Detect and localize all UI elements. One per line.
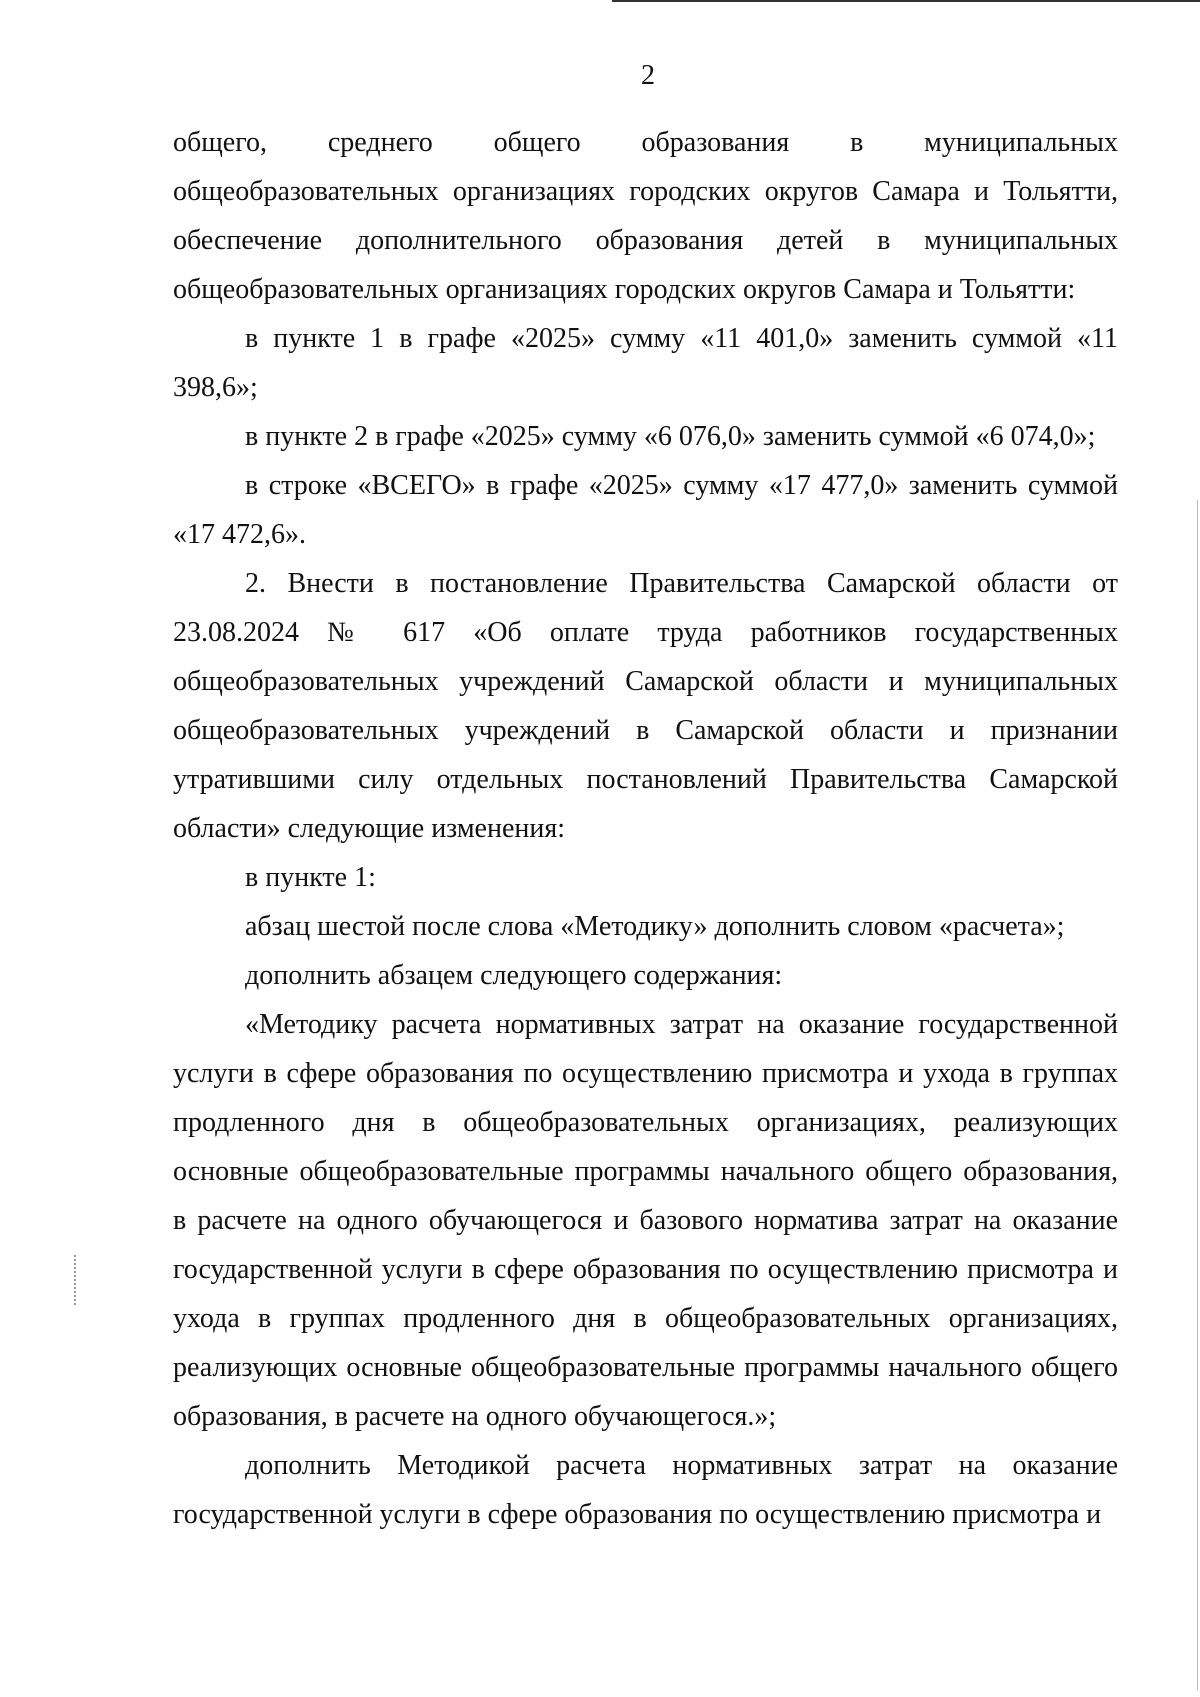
paragraph-methodology-quote: «Методику расчета нормативных затрат на оказание государственной услуги в сфере образования по осуществлению присмотра и ухода в группах продленного дня в общеобразовательных организациях, реализующих основные общеобразовательные программы начального общего образования, в расчете на одного обучающегося и базового норматива затрат на оказание государственной услуги в сфере образования по осуществлению присмотра и ухода в группах продленного дня в общеобразовательных организациях, реализующих основные общеобразовательные программы начального общего образования, в расчете на одного обучающегося.»; [173,1009,1118,1432]
paragraph-item-2-change: в пункте 2 в графе «2025» сумму «6 076,0» заменить суммой «6 074,0»; [245,421,1096,452]
paragraph-total-change: в строке «ВСЕГО» в графе «2025» сумму «17 477,0» заменить суммой «17 472,6». [173,470,1118,550]
paragraph-point-1: в пункте 1: [245,862,376,893]
paragraph-add-methodology: дополнить Методикой расчета нормативных затрат на оказание государственной услуги в сфере образования по осуществлению присмотра и [173,1450,1118,1530]
top-border-line [612,0,1200,2]
right-edge-line [1197,500,1198,1690]
paragraph-sixth-abzac: абзац шестой после слова «Методику» дополнить словом «расчета»; [245,911,1065,942]
paragraph-add-abzac: дополнить абзацем следующего содержания: [245,960,783,991]
paragraph-item-1-change: в пункте 1 в графе «2025» сумму «11 401,0» заменить суммой «11 398,6»; [173,323,1118,403]
paragraph-section-2: 2. Внести в постановление Правительства Самарской области от 23.08.2024 № 617 «Об оплате труда работников государственных общеобразовательных учреждений Самарской области и муниципальных общеобразовательных учреждений в Самарской области и признании утратившими силу отдельных постановлений Правительства Самарской области» следующие изменения: [173,568,1118,844]
paragraph-continuation: общего, среднего общего образования в муниципальных общеобразовательных организациях городских округов Самара и Тольятти, обеспечение дополнительного образования детей в муниципальных общеобразовательных организациях городских округов Самара и Тольятти: [173,127,1118,305]
page-number: 2 [641,60,655,91]
scan-artifact-dots [74,1255,78,1305]
document-body [173,118,1118,1539]
